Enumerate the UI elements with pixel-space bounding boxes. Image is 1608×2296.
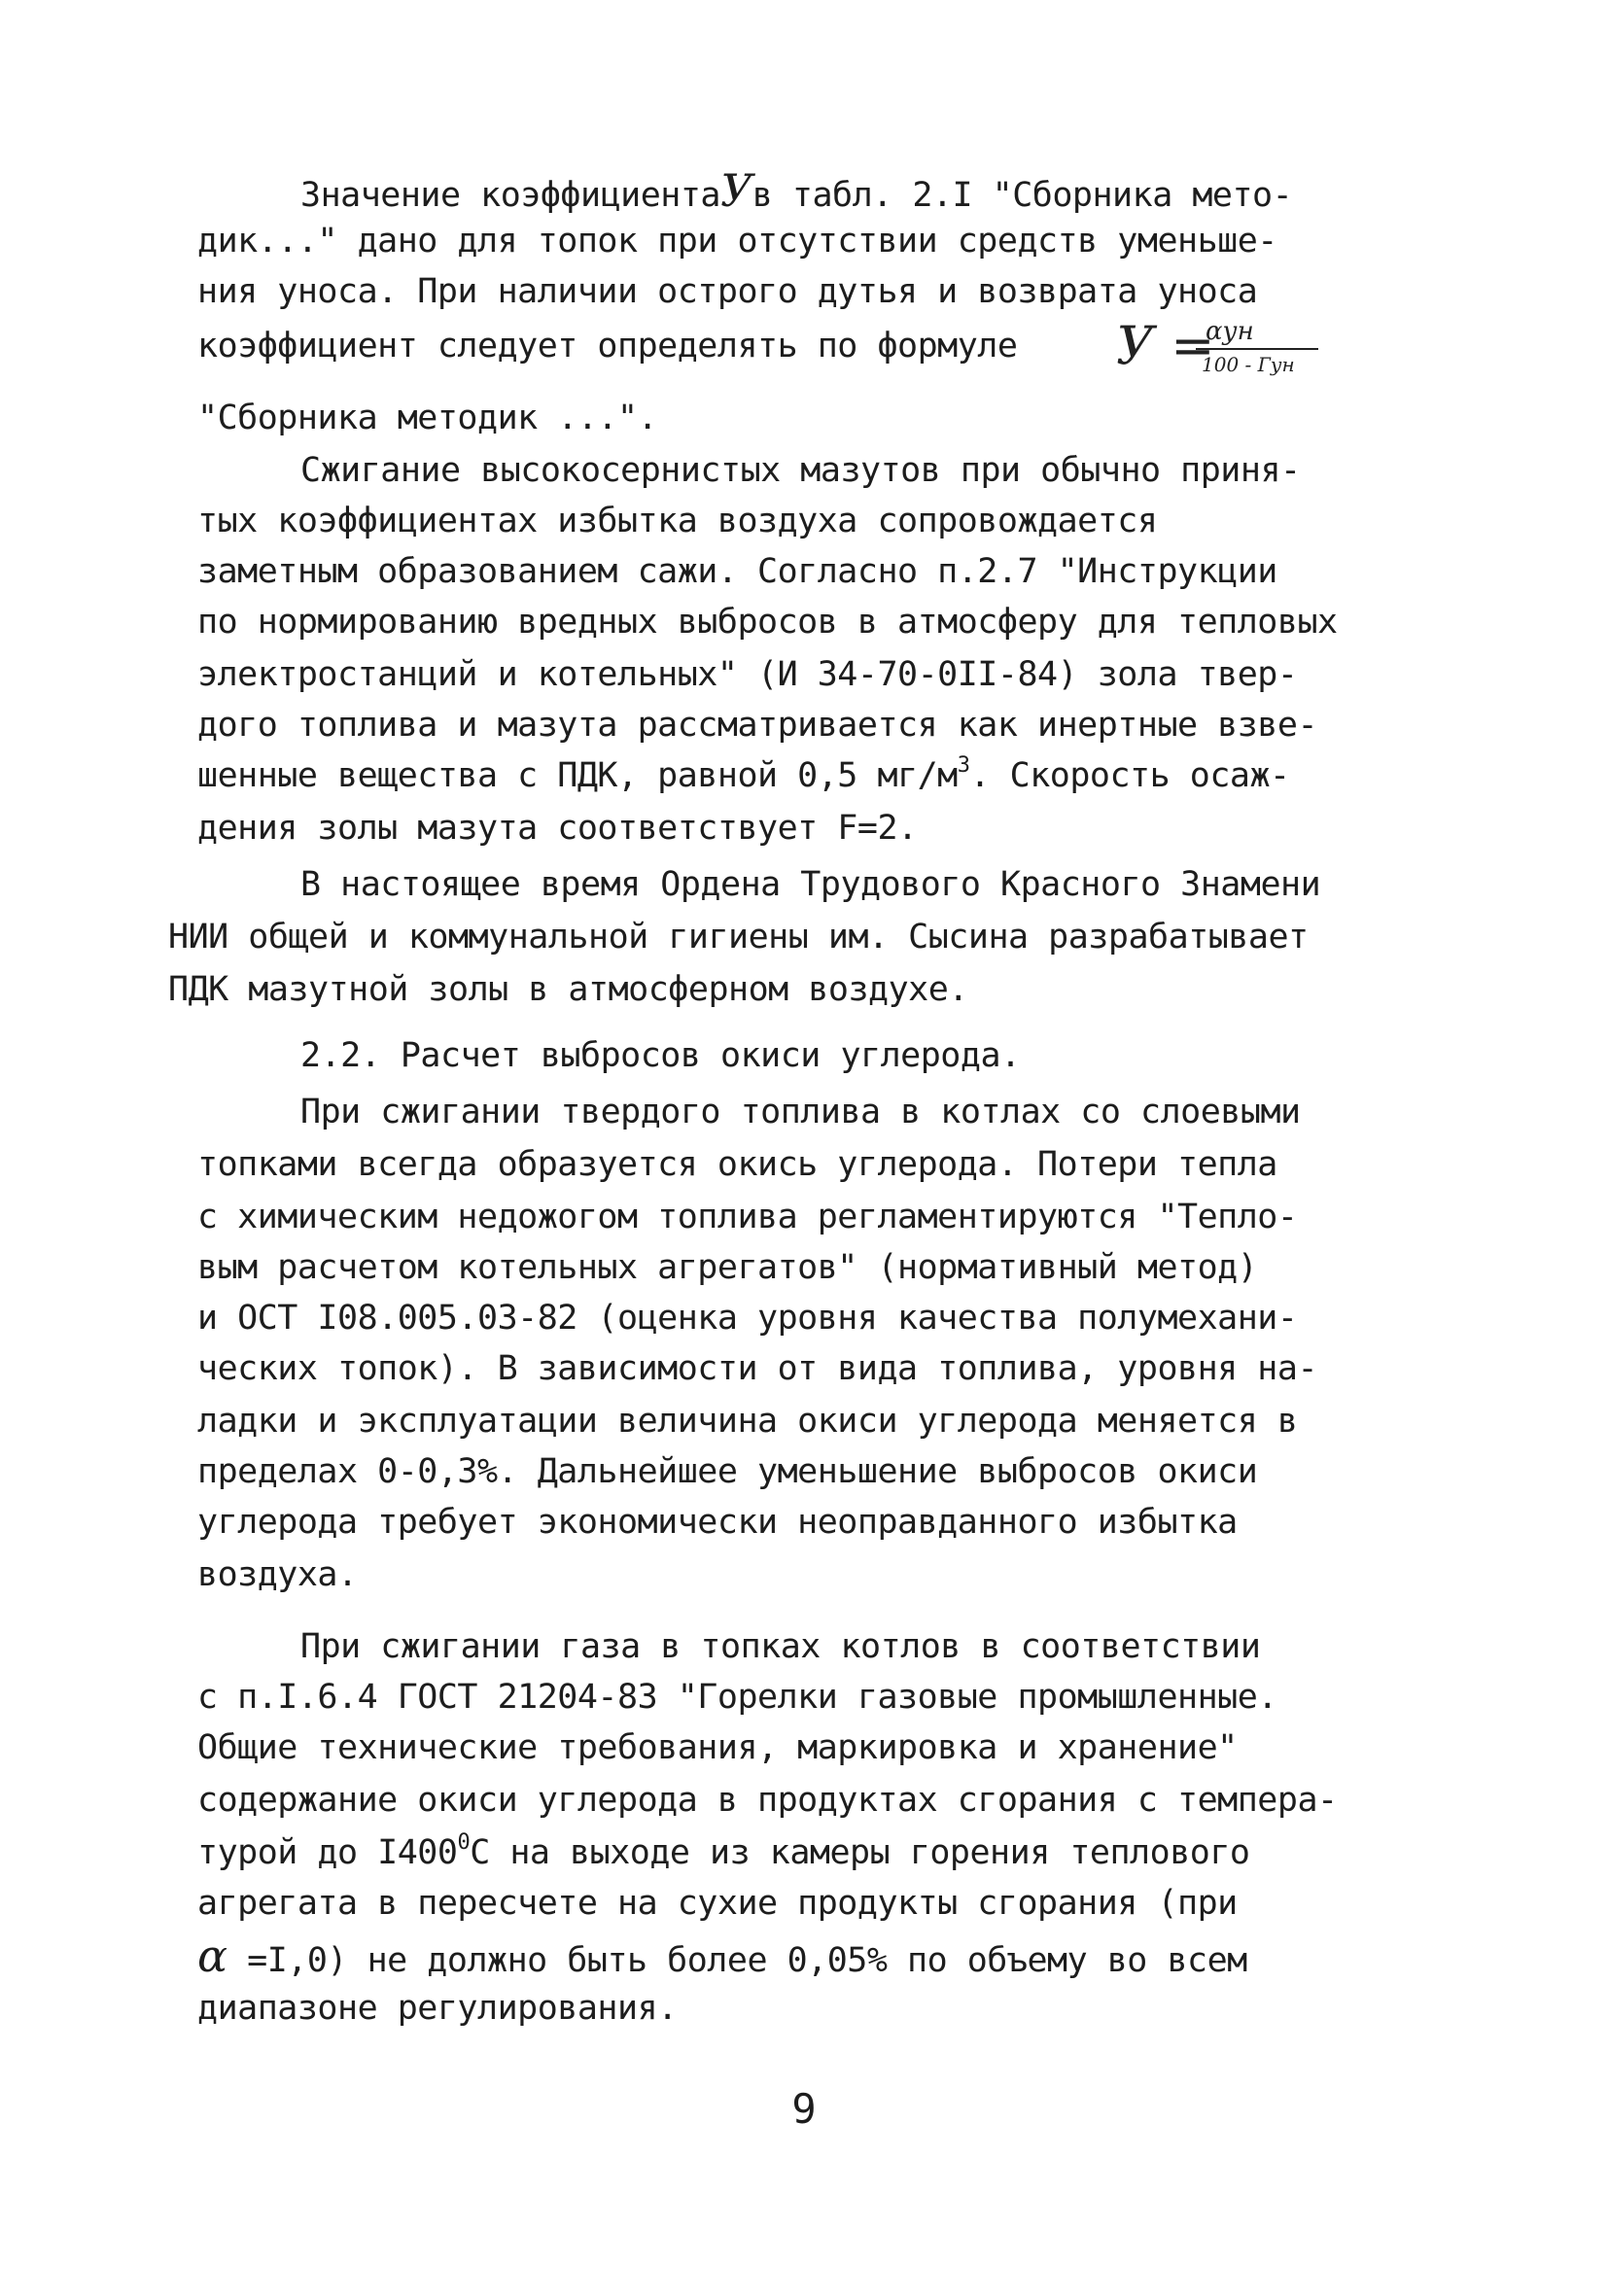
text-line: "Сборника методик ...". <box>197 399 658 437</box>
text-line: В настоящее время Ордена Трудового Красного Знамени <box>300 865 1321 904</box>
gamma-symbol: У <box>720 164 752 217</box>
text-line: углерода требует экономически неоправданного избытка <box>197 1503 1238 1542</box>
formula-numerator: αун <box>1206 317 1254 346</box>
formula-lhs: У = <box>1116 315 1215 376</box>
text-line: ПДК мазутной золы в атмосферном воздухе. <box>168 970 968 1009</box>
text-line: топками всегда образуется окись углерода. Потери тепла <box>197 1145 1277 1184</box>
text-line: Сжигание высокосернистых мазутов при обычно приня- <box>300 451 1301 490</box>
text-line: ческих топок). В зависимости от вида топлива, уровня на- <box>197 1349 1318 1388</box>
text-line: по нормированию вредных выбросов в атмосферу для тепловых <box>197 603 1338 642</box>
text-line: электростанций и котельных" (И 34-70-0II-84) зола твер- <box>197 655 1298 694</box>
text-line: вым расчетом котельных агрегатов" (нормативный метод) <box>197 1248 1258 1287</box>
text-line: дого топлива и мазута рассматривается как инертные взве- <box>197 706 1318 745</box>
text-line: Значение коэффициентаУв табл. 2.I "Сборника мето- <box>300 164 1293 217</box>
fraction-bar <box>1196 348 1318 350</box>
text-line: диапазоне регулирования. <box>197 1989 678 2028</box>
text-line: коэффициент следует определять по формуле <box>197 327 1018 365</box>
text-line: и ОСТ I08.005.03-82 (оценка уровня качества полумехани- <box>197 1299 1298 1338</box>
text-line: пределах 0-0,3%. Дальнейшее уменьшение выбросов окиси <box>197 1452 1258 1491</box>
section-heading: 2.2. Расчет выбросов окиси углерода. <box>300 1036 1021 1075</box>
text-line: дик..." дано для топок при отсутствии средств уменьше- <box>197 222 1277 261</box>
text-line: α =I,0) не должно быть более 0,05% по объему во всем <box>197 1930 1247 1982</box>
text-line: При сжигании газа в топках котлов в соответствии <box>300 1627 1261 1666</box>
alpha-symbol: α <box>197 1930 227 1982</box>
text-line: НИИ общей и коммунальной гигиены им. Сысина разрабатывает <box>168 918 1309 957</box>
text-line: ния уноса. При наличии острого дутья и возврата уноса <box>197 272 1258 311</box>
text-line: тых коэффициентах избытка воздуха сопровождается <box>197 502 1158 540</box>
text-line: дения золы мазута соответствует F=2. <box>197 809 918 848</box>
text-line: шенные вещества с ПДК, равной 0,5 $мг/м^3$. Скорость осаж- <box>197 753 1290 795</box>
text-line: с химическим недожогом топлива регламентируются "Тепло- <box>197 1198 1298 1236</box>
text-line: с п.I.6.4 ГОСТ 21204-83 "Горелки газовые промышленные. <box>197 1678 1277 1717</box>
page-number: 9 <box>791 2085 817 2133</box>
formula-denominator: 100 - Гун <box>1202 353 1295 376</box>
text-line: воздуха. <box>197 1555 358 1594</box>
text-line: Общие технические требования, маркировка и хранение" <box>197 1728 1238 1767</box>
text-line: При сжигании твердого топлива в котлах со слоевыми <box>300 1093 1301 1131</box>
text-line: ладки и эксплуатации величина окиси углерода меняется в <box>197 1402 1298 1441</box>
text-line: турой до $I400^0С$ на выходе из камеры горения теплового <box>197 1830 1250 1872</box>
text-line: заметным образованием сажи. Согласно п.2.7 "Инструкции <box>197 552 1277 591</box>
text-line: агрегата в пересчете на сухие продукты сгорания (при <box>197 1884 1238 1923</box>
text-line: содержание окиси углерода в продуктах сгорания с темпера- <box>197 1781 1338 1820</box>
